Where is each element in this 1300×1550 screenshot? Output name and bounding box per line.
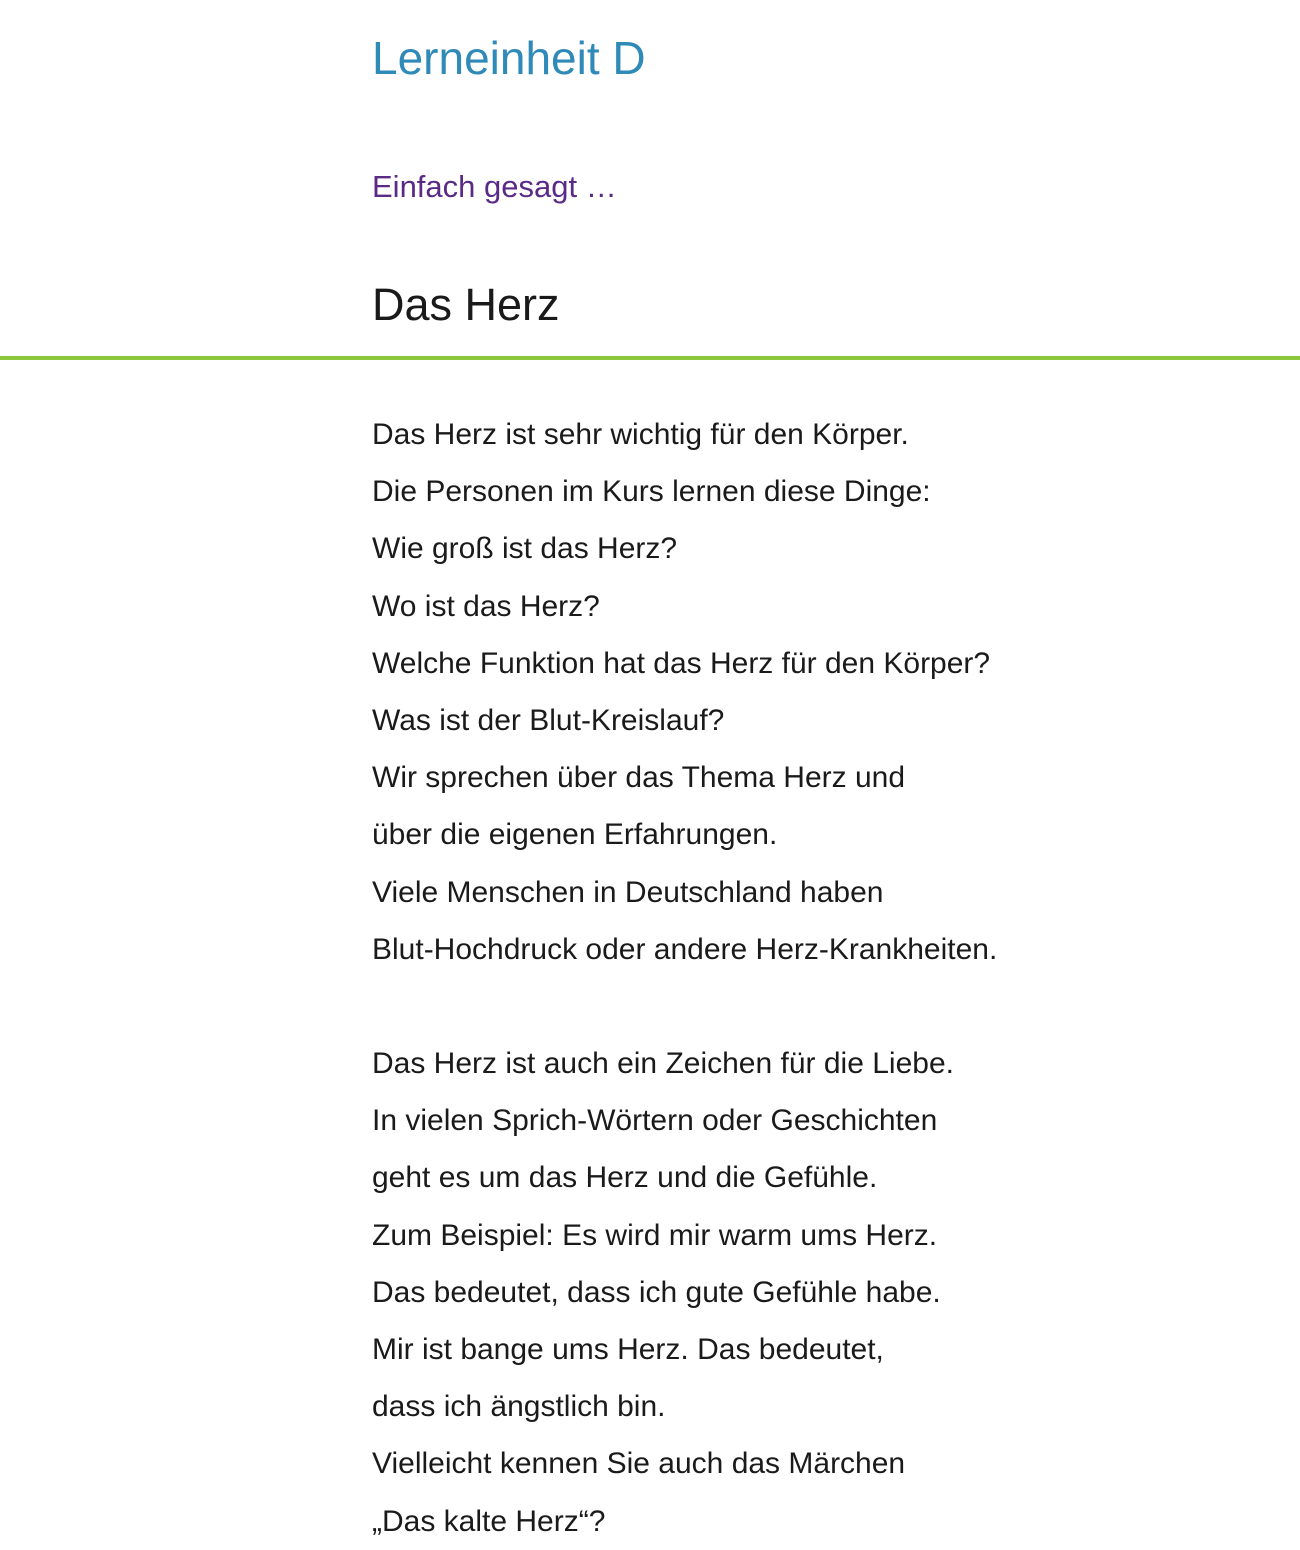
text-line: Das Herz ist auch ein Zeichen für die Liebe. — [372, 1047, 954, 1081]
body-text — [372, 406, 1272, 1550]
subtitle: Einfach gesagt … — [372, 169, 617, 204]
text-line: Die Personen im Kurs lernen diese Dinge: — [372, 475, 931, 509]
text-line: dass ich ängstlich bin. — [372, 1390, 666, 1424]
page-title: Das Herz — [372, 279, 560, 330]
text-line: Wir sprechen über das Thema Herz und — [372, 761, 906, 795]
text-line: Vielleicht kennen Sie auch das Märchen — [372, 1447, 906, 1481]
text-line: Zum Beispiel: Es wird mir warm ums Herz. — [372, 1218, 938, 1252]
text-line: geht es um das Herz und die Gefühle. — [372, 1161, 878, 1195]
text-line: Das Herz ist sehr wichtig für den Körper. — [372, 418, 909, 451]
text-line: In vielen Sprich-Wörtern oder Geschichten — [372, 1104, 938, 1138]
text-line: Wo ist das Herz? — [372, 589, 600, 623]
text-line: Welche Funktion hat das Herz für den Körper? — [372, 646, 991, 680]
text-line: Blut-Hochdruck oder andere Herz-Krankheiten. — [372, 932, 998, 966]
text-line: Wie groß ist das Herz? — [372, 532, 678, 566]
text-line: über die eigenen Erfahrungen. — [372, 818, 778, 852]
text-line: Mir ist bange ums Herz. Das bedeutet, — [372, 1333, 884, 1367]
text-line: Viele Menschen in Deutschland haben — [372, 875, 884, 909]
text-line: „Das kalte Herz“? — [372, 1504, 606, 1538]
divider — [0, 356, 1300, 360]
text-line: Das bedeutet, dass ich gute Gefühle habe. — [372, 1275, 941, 1309]
unit-title: Lerneinheit D — [372, 32, 646, 84]
paragraph-2 — [372, 1035, 1272, 1550]
paragraph-1 — [372, 406, 1272, 978]
text-line: Was ist der Blut-Kreislauf? — [372, 704, 725, 738]
